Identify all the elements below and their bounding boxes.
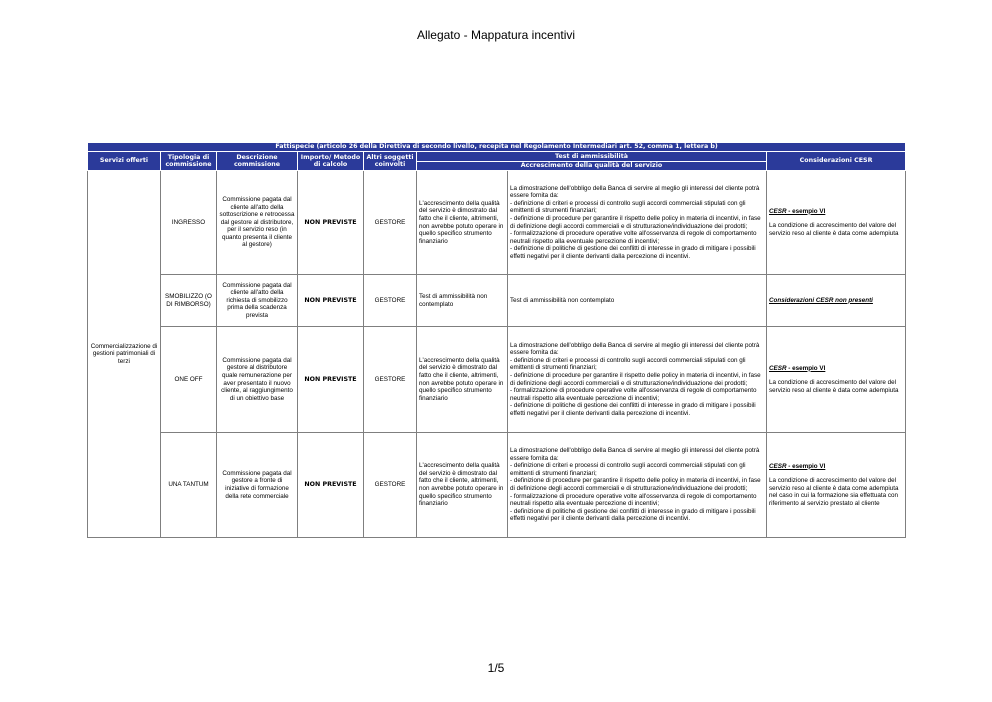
altri-soggetti-cell: GESTORE: [364, 327, 417, 433]
cesr-title: CESR - esempio VI: [769, 364, 826, 372]
cesr-cell: [767, 327, 906, 433]
accrescimento-cell: La dimostrazione dell'obbligo della Banca di servire al meglio gli interessi del cliente potrà essere fornita da: - definizione di criteri e processi di controllo sugli accordi commerciali stipulati con gli emittenti di strumenti finanziari; - definizione di procedure per garantire il rispetto delle policy in materia di incentivi, in fase di definizione degli accordi commerciali e di strutturazione/individuazione dei prodotti; - formalizzazione di procedure operative volte all'osservanza di regole di comportamento neutrali rispetto alla eventuale percezione di incentivi; - definizione di politiche di gestione dei conflitti di interesse in grado di mitigare i possibili effetti negativi per il cliente derivanti dalla percezione di incentivi.: [508, 171, 767, 275]
importo-cell: NON PREVISTE: [298, 327, 364, 433]
fattispecie-header: Fattispecie (articolo 26 della Direttiva di secondo livello, recepita nel Regolamento Intermediari art. 52, comma 1, lettera b): [88, 143, 906, 152]
table-row: [88, 433, 906, 538]
cesr-cell: [767, 275, 906, 327]
service-label: Commercializzazione di gestioni patrimoniali di terzi: [90, 342, 158, 365]
table-row: [88, 171, 906, 275]
descrizione-cell: Commissione pagata dal cliente all'atto della sottoscrizione e retrocessa dal gestore al distributore, per il servizio reso (in quanto presenta il cliente al gestore): [217, 171, 298, 275]
altri-soggetti-cell: GESTORE: [364, 433, 417, 538]
tipologia-cell: ONE OFF: [161, 327, 217, 433]
test-cell: Test di ammissibilità non contemplato: [417, 275, 508, 327]
cesr-body: La condizione di accrescimento del valore del servizio reso al cliente è data come adempiuta nel caso in cui la formazione sia effettuata con riferimento al servizio prestato al cliente: [769, 477, 899, 507]
descrizione-cell: Commissione pagata dal gestore al distributore quale remunerazione per aver presentato il nuovo cliente, al raggiungimento di un obiettivo base: [217, 327, 298, 433]
descrizione-cell: Commissione pagata dal gestore a fronte di iniziative di formazione della rete commerciale: [217, 433, 298, 538]
test-cell: L'accrescimento della qualità del servizio è dimostrato dal fatto che il cliente, altrimenti, non avrebbe potuto operare in quello specifico strumento finanziario: [417, 171, 508, 275]
cesr-title: CESR - esempio VI: [769, 462, 826, 470]
service-cell: [88, 171, 161, 538]
incentives-table: [87, 142, 906, 538]
tipologia-cell: SMOBILIZZO (O DI RIMBORSO): [161, 275, 217, 327]
accrescimento-cell: Test di ammissibilità non contemplato: [508, 275, 767, 327]
considerazioni-header: Considerazioni CESR: [767, 152, 906, 171]
tipologia-cell: INGRESSO: [161, 171, 217, 275]
cesr-cell: [767, 171, 906, 275]
descrizione-cell: Commissione pagata dal cliente all'atto della richiesta di smobilizzo prima della scadenza prevista: [217, 275, 298, 327]
importo-cell: NON PREVISTE: [298, 433, 364, 538]
servizi-offerti-header: Servizi offerti: [88, 152, 161, 171]
accrescimento-cell: La dimostrazione dell'obbligo della Banca di servire al meglio gli interessi del cliente potrà essere fornita da: - definizione di criteri e processi di controllo sugli accordi commerciali stipulati con gli emittenti di strumenti finanziari; - definizione di procedure per garantire il rispetto delle policy in materia di incentivi, in fase di definizione degli accordi commerciali e di strutturazione/individuazione dei prodotti; - formalizzazione di procedure operative volte all'osservanza di regole di comportamento neutrali rispetto alla eventuale percezione di incentivi; - definizione di politiche di gestione dei conflitti di interesse in grado di mitigare i possibili effetti negativi per il cliente derivanti dalla percezione di incentivi.: [508, 433, 767, 538]
table-row: [88, 275, 906, 327]
altri-soggetti-header: Altri soggetti coinvolti: [364, 152, 417, 171]
cesr-body: La condizione di accrescimento del valore del servizio reso al cliente è data come adempiuta: [769, 379, 899, 394]
importo-header: Importo/ Metodo di calcolo: [298, 152, 364, 171]
altri-soggetti-cell: GESTORE: [364, 171, 417, 275]
table-row: [88, 327, 906, 433]
importo-cell: NON PREVISTE: [298, 275, 364, 327]
cesr-title: Considerazioni CESR non presenti: [769, 296, 873, 304]
cesr-body: La condizione di accrescimento del valore del servizio reso al cliente è data come adempiuta: [769, 222, 899, 237]
test-ammissibilita-header: Test di ammissibilità: [417, 152, 767, 162]
altri-soggetti-cell: GESTORE: [364, 275, 417, 327]
tipologia-header: Tipologia di commissione: [161, 152, 217, 171]
accrescimento-cell: La dimostrazione dell'obbligo della Banca di servire al meglio gli interessi del cliente potrà essere fornita da: - definizione di criteri e processi di controllo sugli accordi commerciali stipulati con gli emittenti di strumenti finanziari; - definizione di procedure per garantire il rispetto delle policy in materia di incentivi, in fase di definizione degli accordi commerciali e di strutturazione/individuazione dei prodotti; - formalizzazione di procedure operative volte all'osservanza di regole di comportamento neutrali rispetto alla eventuale percezione di incentivi; - definizione di politiche di gestione dei conflitti di interesse in grado di mitigare i possibili effetti negativi per il cliente derivanti dalla percezione di incentivi.: [508, 327, 767, 433]
document-title: Allegato - Mappatura incentivi: [416, 28, 576, 42]
importo-cell: NON PREVISTE: [298, 171, 364, 275]
test-cell: L'accrescimento della qualità del servizio è dimostrato dal fatto che il cliente, altrimenti, non avrebbe potuto operare in quello specifico strumento finanziario: [417, 433, 508, 538]
test-cell: L'accrescimento della qualità del servizio è dimostrato dal fatto che il cliente, altrimenti, non avrebbe potuto operare in quello specifico strumento finanziario: [417, 327, 508, 433]
accrescimento-header: Accrescimento della qualità del servizio: [417, 162, 767, 171]
cesr-title: CESR - esempio VI: [769, 207, 826, 215]
tipologia-cell: UNA TANTUM: [161, 433, 217, 538]
cesr-cell: [767, 433, 906, 538]
page-number: 1/5: [487, 661, 505, 675]
descrizione-header: Descrizione commissione: [217, 152, 298, 171]
